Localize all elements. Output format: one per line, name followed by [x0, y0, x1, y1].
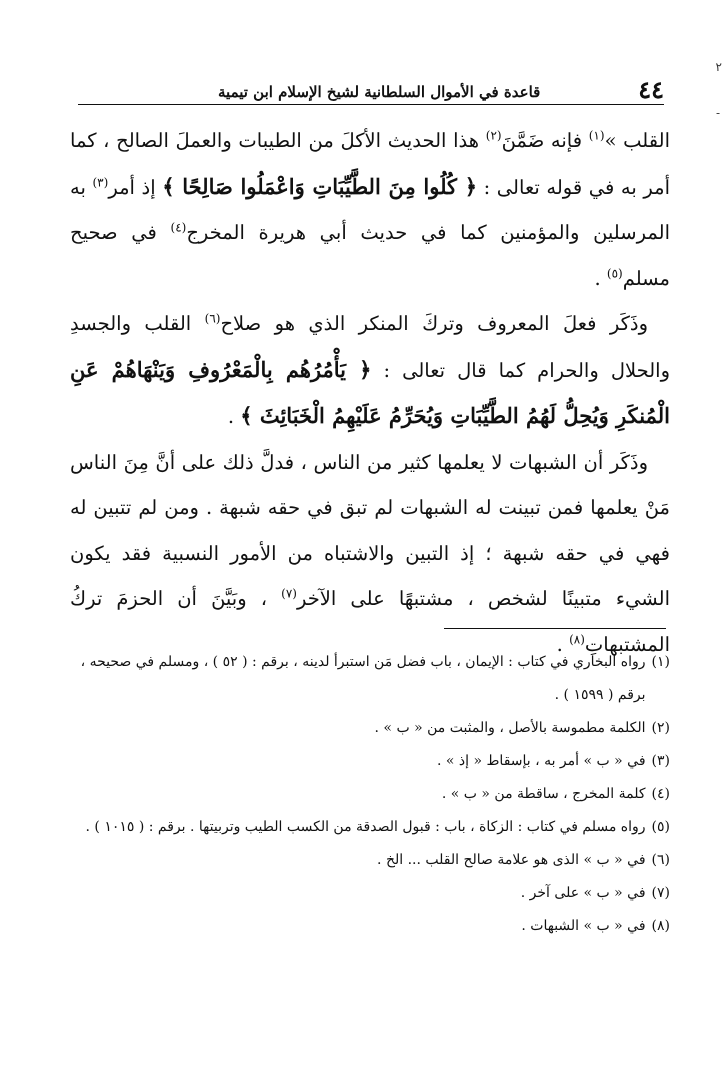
paragraph-3 — [70, 440, 670, 668]
footnote-2 — [70, 712, 670, 745]
p2-text-3: . — [227, 405, 241, 428]
footnote-ref-1: (١) — [588, 128, 605, 143]
footnote-text: في « ب » الذى هو علامة صالح القلب ... الخ . — [377, 852, 646, 868]
footnote-ref-5: (٥) — [606, 266, 623, 280]
footnote-number: (٥) — [651, 819, 670, 835]
p3-text-2: ، وبَيَّنَ أن الحزمَ تركُ المشتبهاتِ — [70, 587, 670, 656]
footnote-ref-7: (٧) — [281, 586, 297, 601]
footnote-text: في « ب » على آخر . — [520, 885, 646, 901]
quran-verse-1: ﴿ كُلُوا مِنَ الطَّيِّبَاتِ وَاعْمَلُوا صَالِحًا ﴾ — [162, 173, 478, 199]
footnote-number: (٣) — [651, 753, 670, 769]
footnote-number: (٦) — [651, 852, 670, 868]
footnote-number: (٤) — [651, 786, 670, 802]
p1-text-1: القلب » — [604, 129, 670, 152]
p1-text-7: . — [594, 266, 607, 290]
page-header — [78, 74, 664, 105]
paragraph-1 — [70, 118, 670, 301]
paragraph-2 — [70, 301, 670, 440]
page-number: ٤٤ — [638, 75, 664, 104]
footnote-5 — [70, 811, 670, 844]
footnote-number: (٧) — [651, 885, 670, 901]
p1-text-2: فإنه ضَمَّنَ — [501, 129, 589, 152]
footnote-number: (١) — [651, 654, 670, 670]
main-text — [70, 118, 670, 667]
footnote-7 — [70, 877, 670, 910]
p3-text-3: . — [556, 632, 570, 656]
footnote-1 — [70, 646, 670, 712]
footnote-text: في « ب » الشبهات . — [521, 918, 646, 934]
footnote-number: (٢) — [651, 720, 670, 736]
p1-text-6: في صحيح مسلم — [70, 221, 670, 290]
running-title: قاعدة في الأموال السلطانية لشيخ الإسلام ابن تيمية — [218, 83, 541, 101]
footnote-text: الكلمة مطموسة بالأصل ، والمثبت من « ب » . — [374, 720, 646, 736]
p1-text-3: هذا الحديث الأكلَ من الطيبات والعملَ الصالح ، كما أمر به في قوله تعالى : — [70, 129, 670, 199]
footnote-text: كلمة المخرج ، ساقطة من « ب » . — [441, 786, 646, 802]
p1-text-5: به المرسلين والمؤمنين كما في حديث أبي هريرة المخرج — [70, 175, 670, 244]
footnote-ref-3: (٣) — [92, 175, 109, 189]
footnote-ref-8: (٨) — [569, 632, 585, 646]
footnote-ref-2: (٢) — [485, 128, 502, 143]
footnote-text: رواه مسلم في كتاب : الزكاة ، باب : قبول الصدقة من الكسب الطيب وتربيتها . برقم : ( ١٠١٥ ) . — [85, 819, 646, 835]
p1-text-4: إذ أمر — [108, 175, 163, 199]
footnote-3 — [70, 745, 670, 778]
footnote-4 — [70, 778, 670, 811]
quran-verse-2: ﴿ يَأْمُرُهُم بِالْمَعْرُوفِ وَيَنْهَاهُمْ عَنِ الْمُنكَرِ وَيُحِلُّ لَهُمُ الطَّيِّبَاتِ وَيُحَرِّمُ عَلَيْهِمُ الْخَبَائِثَ ﴾ — [70, 356, 670, 428]
footnote-separator — [444, 628, 666, 629]
footnote-8 — [70, 910, 670, 943]
margin-mark-dash: - — [715, 106, 720, 120]
footnote-text: في « ب » أمر به ، بإسقاط « إذ » . — [436, 753, 646, 769]
footnote-number: (٨) — [651, 918, 670, 934]
footnote-text: رواه البخاري في كتاب : الإيمان ، باب فضل مَن استبرأ لدينه ، برقم : ( ٥٢ ) ، ومسلم في صحيحه ، برقم ( ١٥٩٩ ) . — [80, 654, 646, 703]
p3-text-1: وذَكَر أن الشبهات لا يعلمها كثير من الناس ، فدلَّ ذلك على أنَّ مِنَ الناس مَنْ يعلمها فمن تبينت له الشبهات لم تبق في حقه شبهة . ومن لم تتبين له فهي في حقه شبهة ؛ إذ التبين والاشتباه من الأمور النسبية فقد يكون الشيء متبينًا لشخص ، مشتبهًا على الآخر — [70, 450, 670, 610]
footnote-ref-4: (٤) — [170, 220, 187, 235]
footnote-ref-6: (٦) — [204, 311, 221, 326]
margin-mark-top: ٢ — [715, 60, 722, 74]
p2-text-2: القلب والجسدِ والحلال والحرام كما قال تعالى : — [70, 312, 670, 382]
footnote-6 — [70, 844, 670, 877]
footnotes — [70, 646, 670, 943]
p2-text-1: وذَكَر فعلَ المعروف وتركَ المنكر الذي هو صلاح — [220, 312, 649, 335]
